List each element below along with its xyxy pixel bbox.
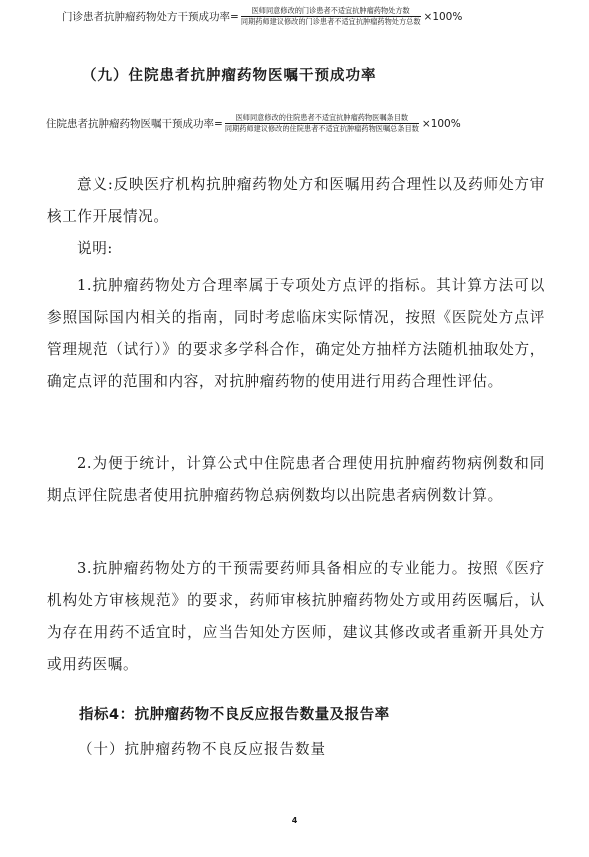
formula-outpatient-intervention-rate (62, 7, 462, 27)
section-heading-10: （十）抗肿瘤药物不良反应报告数量 (78, 742, 326, 758)
page-number: 4 (291, 816, 298, 825)
indicator-4-heading: 指标4：抗肿瘤药物不良反应报告数量及报告率 (79, 707, 390, 723)
formula-lhs: 住院患者抗肿瘤药物医嘱干预成功率= (46, 118, 223, 131)
formula-numerator: 医师同意修改的住院患者不适宜抗肿瘤药物医嘱条目数 (235, 113, 409, 122)
notes-label: 说明: (77, 240, 113, 257)
meaning-paragraph: 意义:反映医疗机构抗肿瘤药物处方和医嘱用药合理性以及药师处方审核工作开展情况。 (47, 176, 545, 226)
formula-inpatient-intervention-rate (46, 114, 461, 134)
formula-lhs: 门诊患者抗肿瘤药物处方干预成功率= (62, 11, 239, 24)
formula-denominator: 同期药师建议修改的住院患者不适宜抗肿瘤药物医嘱总条目数 (224, 124, 419, 134)
note-1-paragraph: 1.抗肿瘤药物处方合理率属于专项处方点评的指标。其计算方法可以参照国际国内相关的指南，同时考虑临床实际情况，按照《医院处方点评管理规范（试行）》的要求多学科合作，确定处方抽样方法随机抽取处方，确定点评的范围和内容，对抗肿瘤药物的使用进行用药合理性评估。 (47, 277, 545, 391)
formula-fraction (225, 114, 419, 134)
formula-fraction (241, 7, 421, 27)
section-heading-9: （九）住院患者抗肿瘤药物医嘱干预成功率 (82, 67, 377, 84)
formula-numerator: 医师同意修改的门诊患者不适宜抗肿瘤药物处方数 (251, 6, 410, 15)
note-3-paragraph: 3.抗肿瘤药物处方的干预需要药师具备相应的专业能力。按照《医疗机构处方审核规范》的要求，药师审核抗肿瘤药物处方或用药医嘱后，认为存在用药不适宜时，应当告知处方医师，建议其修改或者重新开具处方或用药医嘱。 (47, 560, 545, 674)
formula-denominator: 同期药师建议修改的门诊患者不适宜抗肿瘤药物处方总数 (240, 17, 421, 27)
formula-multiplier: ×100% (423, 10, 463, 23)
note-2-paragraph: 2.为便于统计，计算公式中住院患者合理使用抗肿瘤药物病例数和同期点评住院患者使用抗肿瘤药物总病例数均以出院患者病例数计算。 (47, 455, 545, 505)
formula-multiplier: ×100% (421, 117, 461, 130)
